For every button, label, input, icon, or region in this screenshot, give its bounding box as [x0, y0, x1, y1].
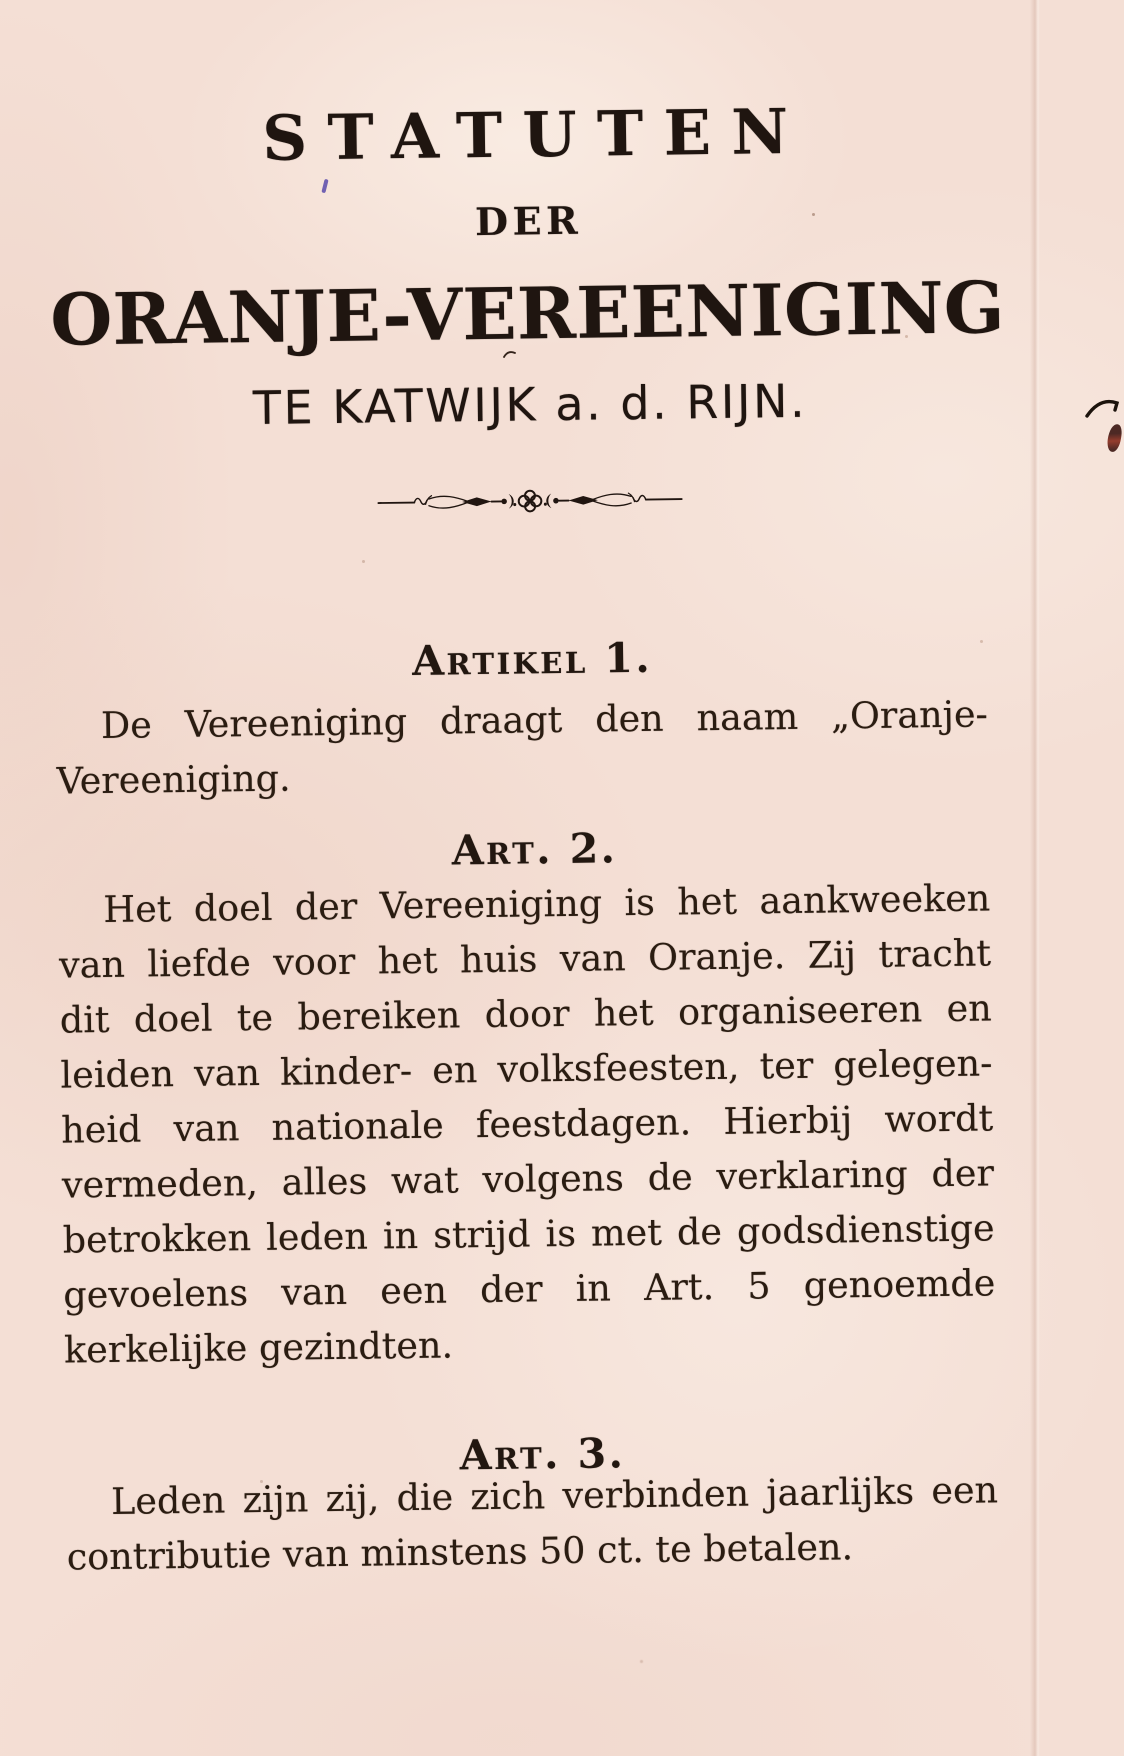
flourish-icon [377, 484, 683, 516]
text-line: gevoelens van een der in Art. 5 genoemde [63, 1261, 996, 1317]
text-line: Het doel der Vereeniging is het aankweeken [103, 876, 991, 932]
text-line: betrokken leden in strijd is met de godsdienstige [62, 1206, 995, 1262]
pen-mark-hook-icon [1084, 394, 1122, 424]
text-line: van liefde voor het huis van Oranje. Zij tracht [58, 931, 992, 987]
text-line: Leden zijn zij, die zich verbinden jaarlijks een [110, 1468, 999, 1523]
paper-crease [1030, 0, 1040, 1756]
ornament-divider [377, 484, 683, 516]
text-line: vermeden, alles wat volgens de verklaring der [61, 1151, 995, 1207]
text-line: Vereeniging. [56, 756, 291, 803]
text-line: contributie van minstens 50 ct. te betalen. [66, 1525, 854, 1579]
organization-name: ORANJE-VEREENIGING [49, 265, 1006, 362]
text-line: dit doel te bereiken door het organiseeren en [59, 986, 992, 1042]
article-2-heading: Art. 2. [451, 824, 618, 875]
article-1-text [56, 686, 989, 808]
article-3-text [66, 1462, 999, 1584]
text-line: kerkelijke gezindten. [63, 1323, 454, 1372]
text-line: De Vereeniging draagt den naam „Oranje- [100, 692, 989, 748]
text-line: leiden van kinder- en volksfeesten, ter gelegen- [60, 1041, 993, 1097]
ink-smudge [503, 349, 517, 359]
text-line: heid van nationale feestdagen. Hierbij wordt [60, 1096, 994, 1152]
article-3-heading: Art. 3. [459, 1429, 626, 1480]
paper-specks [812, 213, 815, 216]
location-line: TE KATWIJK a. d. RIJN. [252, 373, 808, 436]
document-title: STATUTEN [261, 94, 810, 175]
article-2-text [58, 870, 996, 1377]
article-1-heading: Artikel 1. [411, 633, 653, 685]
title-der: DER [474, 197, 583, 245]
